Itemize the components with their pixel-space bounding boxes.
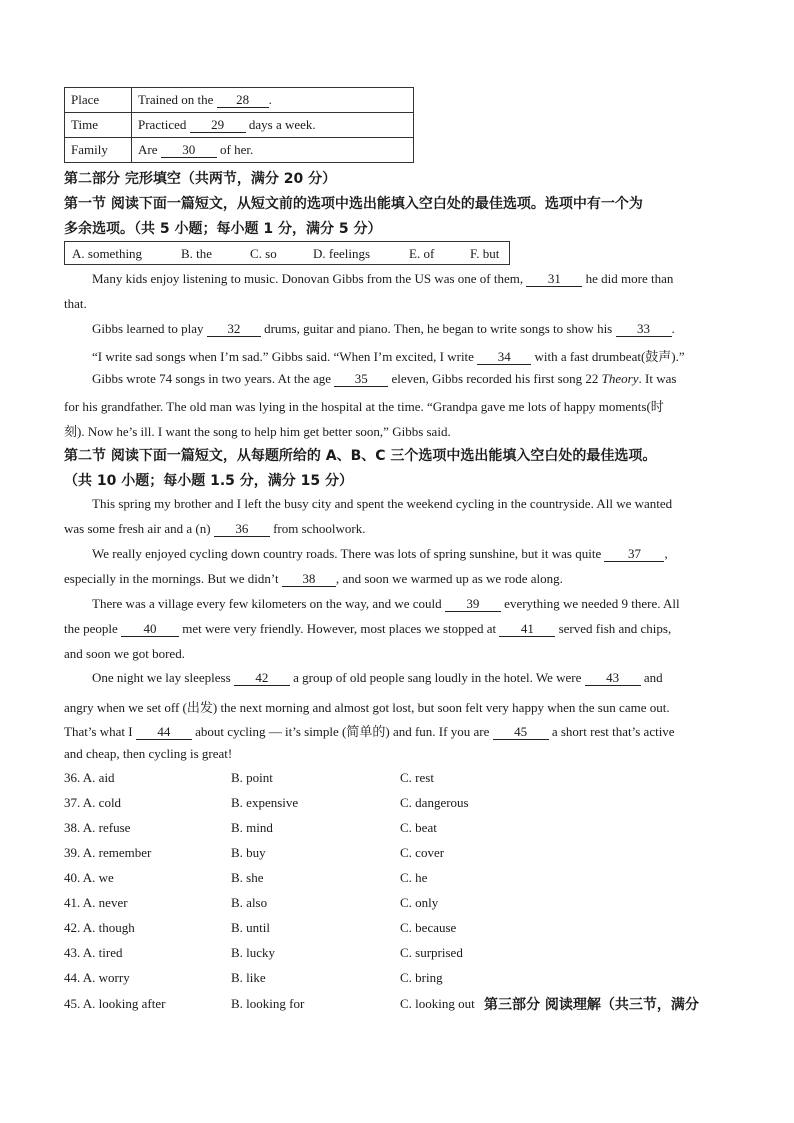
question-42-c: C. because: [400, 920, 457, 935]
section1-instruction-2: 多余选项。（共 5 小题；每小题 1 分，满分 5 分）: [64, 221, 382, 237]
blank-42: 42: [234, 671, 290, 686]
part2-title: 第二部分 完形填空（共两节，满分 20 分）: [64, 171, 337, 187]
question-42-a: 42. A. though: [64, 920, 135, 935]
question-45-c: C. looking out: [400, 996, 475, 1011]
question-39-c: C. cover: [400, 845, 445, 860]
question-37-b: B. expensive: [231, 795, 299, 810]
question-44-b: B. like: [231, 970, 266, 985]
blank-32: 32: [207, 322, 261, 337]
blank-34: 34: [477, 350, 531, 365]
blank-35: 35: [334, 372, 388, 387]
passage2-line: especially in the mornings. But we didn’t 38 , and soon we warmed up as we rode along.: [64, 571, 563, 586]
row-value: Trained on the 28 .: [132, 88, 414, 113]
question-38-a: 38. A. refuse: [64, 820, 131, 835]
question-39-b: B. buy: [231, 845, 266, 860]
blank-33: 33: [616, 322, 672, 337]
blank-43: 43: [585, 671, 641, 686]
blank-39: 39: [445, 597, 501, 612]
row-key: Family: [65, 138, 132, 163]
passage1-line: 刻). Now he’s ill. I want the song to help him get better soon,” Gibbs said.: [64, 424, 451, 439]
passage2-line: One night we lay sleepless 42 a group of old people sang loudly in the hotel. We were 43 and: [92, 670, 663, 685]
question-36-c: C. rest: [400, 770, 434, 785]
blank-28: 28: [217, 93, 269, 108]
question-38-c: C. beat: [400, 820, 437, 835]
blank-45: 45: [493, 725, 549, 740]
passage2-line: angry when we set off (出发) the next morning and almost got lost, but soon felt very happy when the sun came out.: [64, 700, 670, 715]
question-43-c: C. surprised: [400, 945, 463, 960]
blank-37: 37: [604, 547, 664, 562]
question-44-a: 44. A. worry: [64, 970, 130, 985]
question-45-b: B. looking for: [231, 996, 305, 1011]
question-41-a: 41. A. never: [64, 895, 128, 910]
question-41-b: B. also: [231, 895, 268, 910]
blank-31: 31: [526, 272, 582, 287]
blank-41: 41: [499, 622, 555, 637]
blank-29: 29: [190, 118, 246, 133]
row-key: Time: [65, 113, 132, 138]
passage1-line: for his grandfather. The old man was lying in the hospital at the time. “Grandpa gave me lots of happy moments(时: [64, 399, 664, 414]
passage2-line: the people 40 met were very friendly. However, most places we stopped at 41 served fish and chips,: [64, 621, 672, 636]
question-40-a: 40. A. we: [64, 870, 114, 885]
question-36-a: 36. A. aid: [64, 770, 115, 785]
section2-instruction: 第二节 阅读下面一篇短文，从每题所给的 A、B、C 三个选项中选出能填入空白处的最佳选项。: [64, 448, 657, 464]
question-39-a: 39. A. remember: [64, 845, 152, 860]
passage1-line: Gibbs wrote 74 songs in two years. At the age 35 eleven, Gibbs recorded his first song 22 Theory. It was: [92, 371, 677, 386]
table-row: [65, 113, 414, 138]
table-row: [65, 88, 414, 113]
passage2-line: That’s what I 44 about cycling — it’s simple (简单的) and fun. If you are 45 a short rest that’s active: [64, 724, 675, 739]
passage2-line: This spring my brother and I left the busy city and spent the weekend cycling in the countryside. All we wanted: [92, 496, 673, 511]
option-f: F. but: [470, 246, 500, 261]
part3-title: 第三部分 阅读理解（共三节，满分: [484, 997, 699, 1013]
option-e: E. of: [409, 246, 435, 261]
passage1-line: that.: [64, 296, 87, 311]
table-row: [65, 138, 414, 163]
row-value: Are 30 of her.: [132, 138, 414, 163]
question-40-c: C. he: [400, 870, 428, 885]
option-box: [64, 241, 510, 265]
question-37-c: C. dangerous: [400, 795, 469, 810]
passage2-line: was some fresh air and a (n) 36 from schoolwork.: [64, 521, 366, 536]
question-42-b: B. until: [231, 920, 271, 935]
question-36-b: B. point: [231, 770, 273, 785]
question-40-b: B. she: [231, 870, 264, 885]
option-a: A. something: [72, 246, 143, 261]
passage1-line: Gibbs learned to play 32 drums, guitar and piano. Then, he began to write songs to show his 33 .: [92, 321, 675, 336]
passage2-line: and cheap, then cycling is great!: [64, 746, 233, 761]
passage2-line: There was a village every few kilometers on the way, and we could 39 everything we needed 9 there. All: [92, 596, 680, 611]
option-b: B. the: [181, 246, 213, 261]
row-value: Practiced 29 days a week.: [132, 113, 414, 138]
section2-instruction-2: （共 10 小题；每小题 1.5 分，满分 15 分）: [64, 473, 354, 489]
question-37-a: 37. A. cold: [64, 795, 122, 810]
option-c: C. so: [250, 246, 277, 261]
blank-36: 36: [214, 522, 270, 537]
row-key: Place: [65, 88, 132, 113]
option-d: D. feelings: [313, 246, 371, 261]
info-table: [64, 87, 414, 163]
blank-30: 30: [161, 143, 217, 158]
passage2-line: We really enjoyed cycling down country roads. There was lots of spring sunshine, but it was quite 37 ,: [92, 546, 668, 561]
section1-instruction: 第一节 阅读下面一篇短文，从短文前的选项中选出能填入空白处的最佳选项。选项中有一个为: [64, 196, 643, 212]
blank-38: 38: [282, 572, 336, 587]
question-43-b: B. lucky: [231, 945, 276, 960]
question-43-a: 43. A. tired: [64, 945, 123, 960]
passage1-line: Many kids enjoy listening to music. Donovan Gibbs from the US was one of them, 31 he did more than: [92, 271, 674, 286]
passage1-line: “I write sad songs when I’m sad.” Gibbs said. “When I’m excited, I write 34 with a fast drumbeat(鼓声).”: [92, 349, 685, 364]
passage2-line: and soon we got bored.: [64, 646, 185, 661]
question-41-c: C. only: [400, 895, 439, 910]
blank-40: 40: [121, 622, 179, 637]
question-38-b: B. mind: [231, 820, 273, 835]
question-44-c: C. bring: [400, 970, 443, 985]
blank-44: 44: [136, 725, 192, 740]
question-45-a: 45. A. looking after: [64, 996, 166, 1011]
